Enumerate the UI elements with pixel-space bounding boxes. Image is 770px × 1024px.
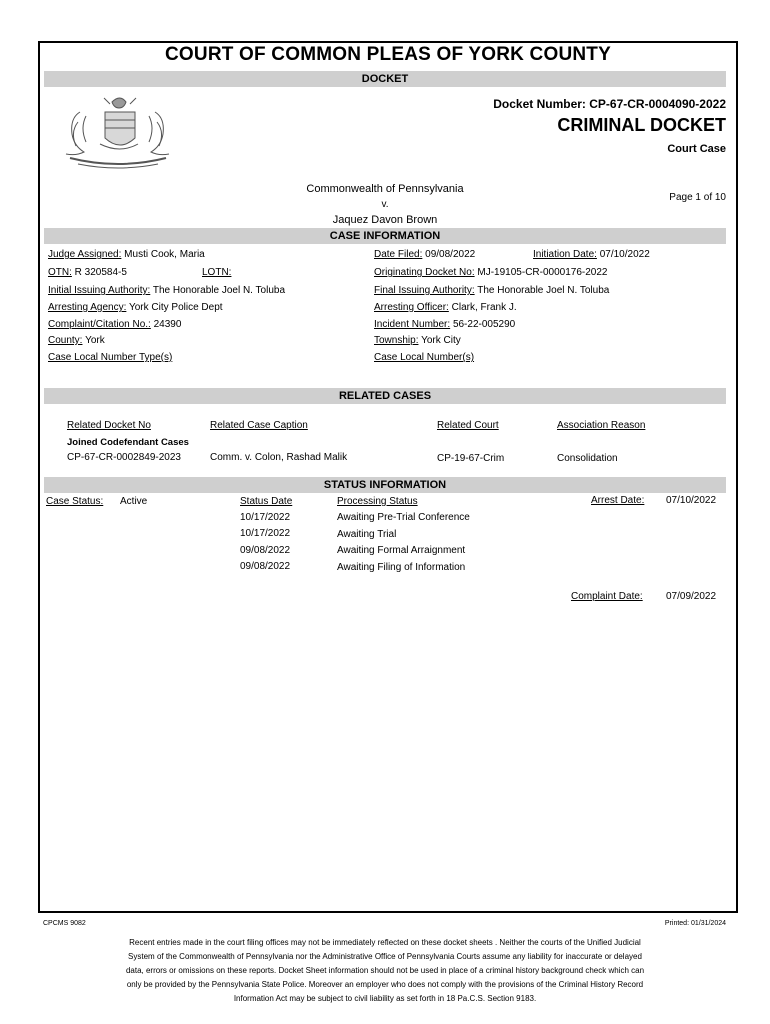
county-row: County: York [48, 335, 105, 346]
col-association-reason: Association Reason [557, 420, 646, 431]
processing-status: Awaiting Trial [337, 529, 397, 540]
printed-date: Printed: 01/31/2024 [664, 920, 726, 927]
complaint-date-value: 07/09/2022 [666, 591, 717, 602]
arrest-date-label: Arrest Date: [591, 495, 645, 506]
caption-versus: v. [381, 199, 389, 210]
caption-defendant: Jaquez Davon Brown [332, 214, 438, 226]
col-related-docket: Related Docket No [67, 420, 151, 431]
related-docket-value: CP-67-CR-0002849-2023 [67, 452, 181, 463]
docket-bar: DOCKET [44, 71, 726, 87]
docket-number: Docket Number: CP-67-CR-0004090-2022 [493, 97, 726, 111]
lotn-label: LOTN: [202, 267, 232, 278]
status-date: 10/17/2022 [240, 528, 291, 539]
col-related-caption: Related Case Caption [210, 420, 308, 431]
township-row: Township: York City [374, 335, 461, 346]
complaint-number-row: Complaint/Citation No.: 24390 [48, 319, 182, 330]
joined-codefendant-label: Joined Codefendant Cases [67, 437, 189, 448]
case-local-numbers-label: Case Local Number(s) [374, 352, 475, 363]
page-indicator: Page 1 of 10 [669, 192, 726, 203]
status-information-bar: STATUS INFORMATION [44, 477, 726, 493]
date-filed-row: Date Filed: 09/08/2022 [374, 249, 476, 260]
related-caption-value: Comm. v. Colon, Rashad Malik [210, 452, 348, 463]
association-reason-value: Consolidation [557, 453, 618, 464]
disclaimer: Recent entries made in the court filing offices may not be immediately reflected on these docket sheets . Neither the courts of the Unified Judicial System of the Commonwealth of Pennsylvania nor the Administrative Office of Pennsylvania Courts assume any liability for inaccurate or delayed data, errors or omissions on these reports. Docket Sheet information should not be used in place of a criminal history background check which can only be provided by the Pennsylvania State Police. Moreover an employer who does not comply with the provisions of the Criminal History Record Information Act may be subject to civil liability as set forth in 18 Pa.C.S. Section 9183. [125, 938, 645, 1003]
case-information-bar: CASE INFORMATION [44, 228, 726, 244]
criminal-docket-heading: CRIMINAL DOCKET [557, 115, 726, 135]
status-date: 09/08/2022 [240, 561, 291, 572]
originating-docket-row: Originating Docket No: MJ-19105-CR-0000176-2022 [374, 267, 608, 278]
pennsylvania-seal-icon [50, 92, 185, 174]
initial-authority-row: Initial Issuing Authority: The Honorable Joel N. Toluba [48, 285, 286, 296]
case-local-number-type-label: Case Local Number Type(s) [48, 352, 173, 363]
related-court-value: CP-19-67-Crim [437, 453, 505, 464]
col-related-court: Related Court [437, 420, 499, 431]
page-title: COURT OF COMMON PLEAS OF YORK COUNTY [165, 44, 611, 65]
case-kind: Court Case [667, 143, 726, 155]
case-status-label: Case Status: [46, 496, 104, 507]
judge-row: Judge Assigned: Musti Cook, Maria [48, 249, 205, 260]
caption-plaintiff: Commonwealth of Pennsylvania [306, 183, 464, 195]
arresting-agency-row: Arresting Agency: York City Police Dept [48, 302, 223, 313]
complaint-date-label: Complaint Date: [571, 591, 643, 602]
col-processing-status: Processing Status [337, 496, 418, 507]
initiation-date-row: Initiation Date: 07/10/2022 [533, 249, 650, 260]
status-date: 09/08/2022 [240, 545, 291, 556]
col-status-date: Status Date [240, 496, 293, 507]
processing-status: Awaiting Formal Arraignment [337, 545, 466, 556]
arresting-officer-row: Arresting Officer: Clark, Frank J. [374, 302, 517, 313]
processing-status: Awaiting Pre-Trial Conference [337, 512, 470, 523]
otn-row: OTN: R 320584-5 [48, 267, 127, 278]
final-authority-row: Final Issuing Authority: The Honorable Joel N. Toluba [374, 285, 610, 296]
related-cases-bar: RELATED CASES [44, 388, 726, 404]
form-id: CPCMS 9082 [43, 920, 86, 927]
processing-status: Awaiting Filing of Information [337, 562, 466, 573]
arrest-date-value: 07/10/2022 [666, 495, 717, 506]
case-status-value: Active [120, 496, 148, 507]
status-date: 10/17/2022 [240, 512, 291, 523]
incident-number-row: Incident Number: 56-22-005290 [374, 319, 516, 330]
